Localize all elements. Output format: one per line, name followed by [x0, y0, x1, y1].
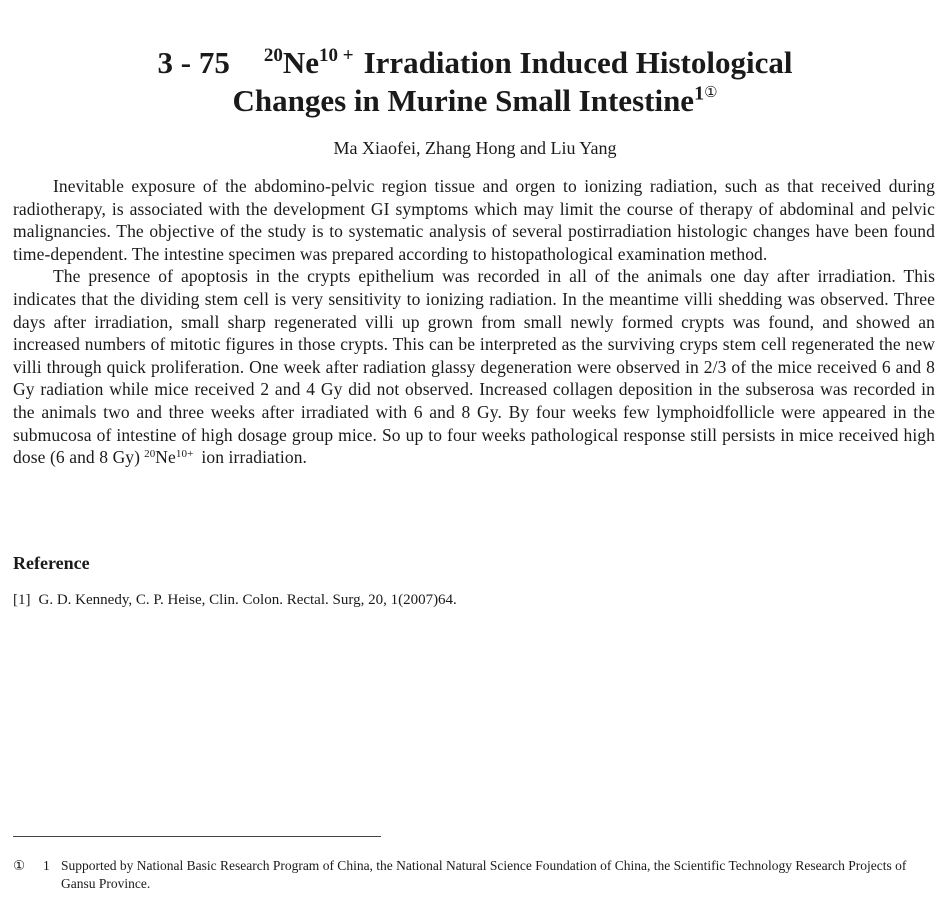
title-ion-mass: 20	[263, 45, 283, 66]
title-line-1	[0, 44, 950, 82]
paragraph-2-tail: ion irradiation.	[201, 447, 308, 468]
footnote-text: Supported by National Basic Research Program of China, the National Natural Science Foundation of China, the Scientific Technology Research Projects of Gansu Province.	[61, 858, 907, 891]
paper-title	[0, 44, 950, 120]
title-ion-symbol: Ne	[282, 45, 320, 80]
paragraph-2-ion-symbol: Ne	[155, 447, 176, 468]
article-number: 3 - 75	[157, 45, 230, 80]
reference-item	[13, 590, 457, 610]
footnote-divider	[13, 836, 381, 837]
reference-text: G. D. Kennedy, C. P. Heise, Clin. Colon. Rectal. Surg, 20, 1(2007)64.	[38, 592, 457, 608]
abstract-paragraph-1: Inevitable exposure of the abdomino-pelvic region tissue and orgen to ionizing radiation, such as that received during radiotherapy, is associated with the development GI symptoms which may limit the course of therapy of abdominal and pelvic malignancies. The objective of the study is to systematic analysis of several postirradiation histologic changes have been found time-dependent. The intestine specimen was prepared according to histopathological examination method.	[13, 176, 935, 264]
footnote-symbol: ①	[13, 858, 26, 873]
paragraph-2-ion-charge: 10+	[175, 448, 194, 461]
reference-heading: Reference	[13, 553, 90, 573]
title-line-2-text: Changes in Murine Small Intestine	[232, 83, 695, 118]
title-ref-sup: 1	[694, 82, 705, 105]
author-list: Ma Xiaofei, Zhang Hong and Liu Yang	[333, 138, 617, 158]
title-line-2	[0, 82, 950, 120]
footnote-number: 1	[43, 858, 50, 873]
title-footnote-mark: ①	[704, 85, 718, 101]
title-line-1-text: Irradiation Induced Histological	[363, 45, 793, 80]
reference-number: [1]	[13, 592, 31, 608]
footnote	[13, 857, 938, 892]
paragraph-2-text: The presence of apoptosis in the crypts epithelium was recorded in all of the animals one day after irradiation. This indicates that the dividing stem cell is very sensitivity to ionizing radiation. In the meantime villi shedding was observed. Three days after irradiation, small sharp regenerated villi up grown from small newly formed crypts was found, and showed an increased numbers of mitotic figures in those crypts. This can be interpreted as the surviving cryps stem cell regenerated the new villi through quick proliferation. One week after radiation glassy degeneration were observed in 2/3 of the mice received 6 and 8 Gy radiation while mice received 2 and 4 Gy did not observed. Increased collagen deposition in the subserosa was recorded in the animals two and three weeks after irradiated with 6 and 8 Gy. By four weeks few lymphoidfollicle were appeared in the submucosa of intestine of high dosage group mice. So up to four weeks pathological response still persists in mice received high dose (6 and 8 Gy)	[13, 266, 935, 468]
abstract-body	[13, 175, 935, 469]
title-ion-charge: 10 +	[319, 45, 354, 66]
paragraph-2-ion-mass: 20	[144, 448, 156, 461]
abstract-paragraph-2	[13, 265, 935, 468]
